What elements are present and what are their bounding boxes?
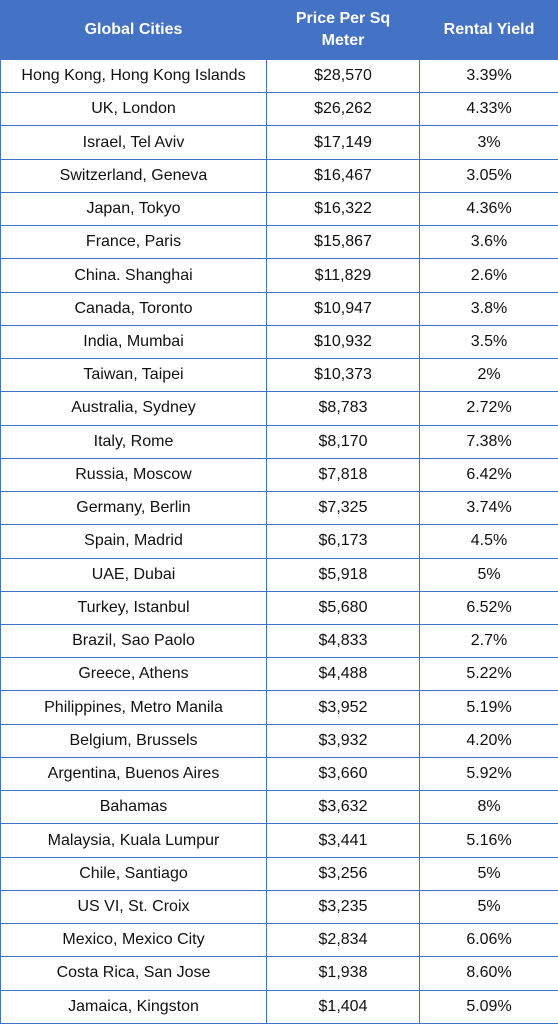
city-cell: Germany, Berlin [1, 492, 267, 525]
table-row [1, 824, 558, 857]
city-cell: Chile, Santiago [1, 857, 267, 890]
table-row [1, 192, 558, 225]
table-row [1, 757, 558, 790]
price-cell: $5,918 [267, 558, 420, 591]
city-cell: Philippines, Metro Manila [1, 691, 267, 724]
table-row [1, 525, 558, 558]
city-cell: UAE, Dubai [1, 558, 267, 591]
table-row [1, 658, 558, 691]
table-row [1, 425, 558, 458]
price-cell: $10,947 [267, 292, 420, 325]
yield-cell: 2.7% [420, 624, 558, 657]
city-cell: Belgium, Brussels [1, 724, 267, 757]
price-cell: $7,818 [267, 458, 420, 491]
price-cell: $10,932 [267, 325, 420, 358]
header-row [1, 1, 558, 60]
table-row [1, 857, 558, 890]
yield-cell: 3% [420, 126, 558, 159]
table-row [1, 60, 558, 93]
price-cell: $3,441 [267, 824, 420, 857]
city-cell: Spain, Madrid [1, 525, 267, 558]
city-cell: Italy, Rome [1, 425, 267, 458]
table-row [1, 492, 558, 525]
yield-cell: 2.6% [420, 259, 558, 292]
yield-cell: 5.22% [420, 658, 558, 691]
city-cell: Brazil, Sao Paolo [1, 624, 267, 657]
city-cell: Taiwan, Taipei [1, 359, 267, 392]
city-cell: China. Shanghai [1, 259, 267, 292]
table-header [1, 1, 558, 60]
city-cell: Canada, Toronto [1, 292, 267, 325]
price-cell: $2,834 [267, 924, 420, 957]
price-cell: $3,932 [267, 724, 420, 757]
table-row [1, 259, 558, 292]
yield-cell: 3.6% [420, 226, 558, 259]
table-row [1, 791, 558, 824]
header-cell-global-cities: Global Cities [1, 1, 267, 60]
yield-cell: 4.20% [420, 724, 558, 757]
table-row [1, 691, 558, 724]
table-row [1, 591, 558, 624]
city-cell: Turkey, Istanbul [1, 591, 267, 624]
city-cell: Israel, Tel Aviv [1, 126, 267, 159]
city-cell: UK, London [1, 93, 267, 126]
yield-cell: 6.06% [420, 924, 558, 957]
price-cell: $3,235 [267, 890, 420, 923]
price-cell: $6,173 [267, 525, 420, 558]
yield-cell: 3.5% [420, 325, 558, 358]
table-row [1, 93, 558, 126]
price-cell: $8,170 [267, 425, 420, 458]
city-cell: Japan, Tokyo [1, 192, 267, 225]
price-cell: $1,404 [267, 990, 420, 1023]
yield-cell: 5.09% [420, 990, 558, 1023]
price-cell: $3,632 [267, 791, 420, 824]
yield-cell: 2.72% [420, 392, 558, 425]
yield-cell: 4.5% [420, 525, 558, 558]
yield-cell: 3.39% [420, 60, 558, 93]
price-cell: $4,833 [267, 624, 420, 657]
table-row [1, 990, 558, 1023]
table-row [1, 359, 558, 392]
yield-cell: 3.05% [420, 159, 558, 192]
price-cell: $28,570 [267, 60, 420, 93]
table-row [1, 292, 558, 325]
yield-cell: 4.33% [420, 93, 558, 126]
header-cell-rental-yield: Rental Yield [420, 1, 558, 60]
table-row [1, 226, 558, 259]
yield-cell: 5% [420, 558, 558, 591]
table-row [1, 558, 558, 591]
price-cell: $3,256 [267, 857, 420, 890]
table-row [1, 458, 558, 491]
city-cell: Bahamas [1, 791, 267, 824]
city-cell: Greece, Athens [1, 658, 267, 691]
yield-cell: 8% [420, 791, 558, 824]
yield-cell: 8.60% [420, 957, 558, 990]
price-cell: $11,829 [267, 259, 420, 292]
price-cell: $1,938 [267, 957, 420, 990]
header-cell-price-per-sq-meter: Price Per Sq Meter [267, 1, 420, 60]
city-cell: Jamaica, Kingston [1, 990, 267, 1023]
table-row [1, 159, 558, 192]
price-cell: $3,952 [267, 691, 420, 724]
city-cell: Mexico, Mexico City [1, 924, 267, 957]
yield-cell: 4.36% [420, 192, 558, 225]
yield-cell: 5% [420, 890, 558, 923]
city-cell: Switzerland, Geneva [1, 159, 267, 192]
price-cell: $15,867 [267, 226, 420, 259]
city-cell: France, Paris [1, 226, 267, 259]
price-cell: $26,262 [267, 93, 420, 126]
price-cell: $17,149 [267, 126, 420, 159]
yield-cell: 3.8% [420, 292, 558, 325]
yield-cell: 5% [420, 857, 558, 890]
city-cell: US VI, St. Croix [1, 890, 267, 923]
price-cell: $7,325 [267, 492, 420, 525]
price-cell: $3,660 [267, 757, 420, 790]
yield-cell: 7.38% [420, 425, 558, 458]
table-row [1, 392, 558, 425]
table-row [1, 126, 558, 159]
city-cell: Argentina, Buenos Aires [1, 757, 267, 790]
yield-cell: 3.74% [420, 492, 558, 525]
yield-cell: 5.19% [420, 691, 558, 724]
city-cell: Malaysia, Kuala Lumpur [1, 824, 267, 857]
table-row [1, 325, 558, 358]
yield-cell: 5.92% [420, 757, 558, 790]
table-row [1, 957, 558, 990]
city-cell: Australia, Sydney [1, 392, 267, 425]
city-cell: Costa Rica, San Jose [1, 957, 267, 990]
yield-cell: 5.16% [420, 824, 558, 857]
yield-cell: 2% [420, 359, 558, 392]
table-row [1, 890, 558, 923]
city-cell: Hong Kong, Hong Kong Islands [1, 60, 267, 93]
price-cell: $16,322 [267, 192, 420, 225]
city-cell: Russia, Moscow [1, 458, 267, 491]
table-row [1, 724, 558, 757]
city-cell: India, Mumbai [1, 325, 267, 358]
price-cell: $16,467 [267, 159, 420, 192]
price-cell: $10,373 [267, 359, 420, 392]
table-row [1, 924, 558, 957]
price-cell: $4,488 [267, 658, 420, 691]
table-row [1, 624, 558, 657]
price-cell: $5,680 [267, 591, 420, 624]
price-cell: $8,783 [267, 392, 420, 425]
yield-cell: 6.52% [420, 591, 558, 624]
table-body [1, 60, 558, 1024]
yield-cell: 6.42% [420, 458, 558, 491]
